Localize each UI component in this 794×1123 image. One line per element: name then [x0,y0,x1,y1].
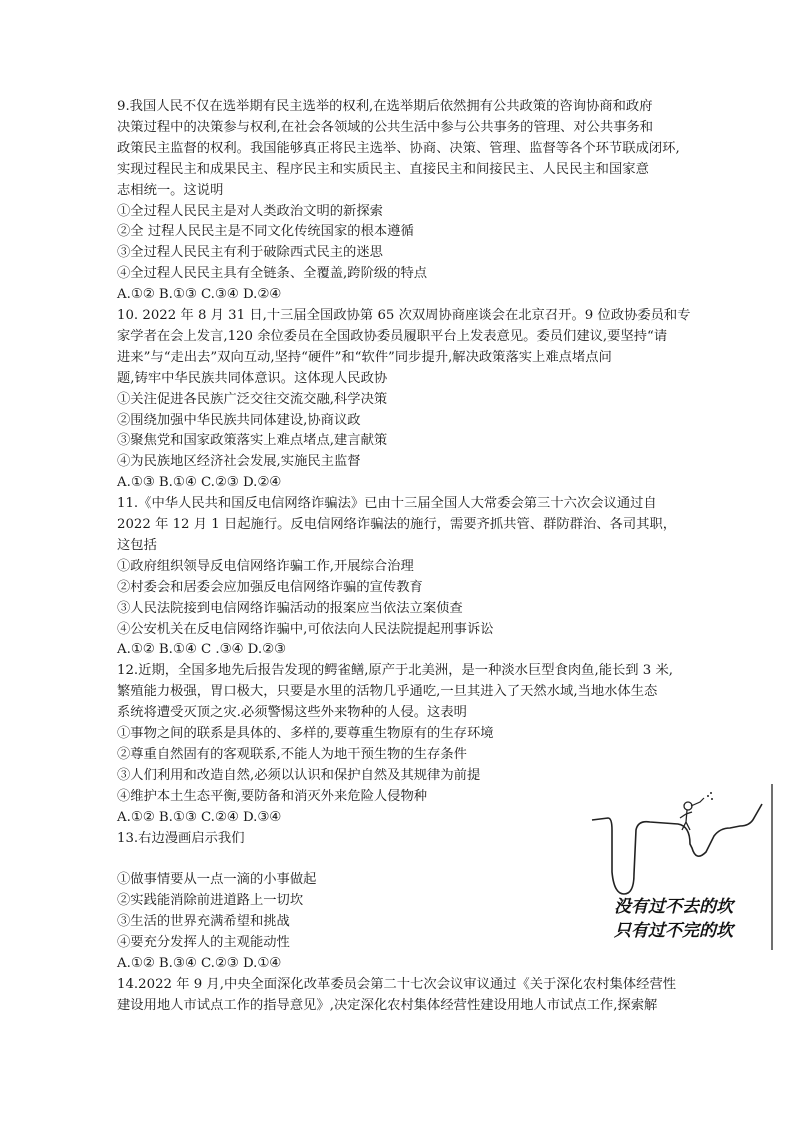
text-line: A.①③ B.①④ C.②③ D.②④ [117,475,282,491]
text-line: 实现过程民主和成果民主、程序民主和实质民主、直接民主和间接民主、人民民主和国家意 [117,161,649,177]
text-line: A.①② B.①③ C.②④ D.③④ [117,809,282,825]
text-line: 家学者在会上发言,120 余位委员在全国政协委员履职平台上发表意见。委员们建议,要坚持“请 [117,328,668,344]
text-line: ③聚焦党和国家政策落实上难点堵点,建言献策 [117,433,388,449]
text-line: A.①② B.③④ C.②③ D.①④ [117,955,282,971]
text-line: ③人民法院接到电信网络诈骗活动的报案应当依法立案侦查 [117,600,463,616]
text-line: 9.我国人民不仅在选举期有民主选举的权利,在选举期后依然拥有公共政策的咨询协商和政府 [117,99,653,114]
text-line: ②村委会和居委会应加强反电信网络诈骗的宣传教育 [117,579,423,595]
text-line: ④公安机关在反电信网络诈骗中,可依法向人民法院提起刑事诉讼 [117,621,494,637]
text-line: ④为民族地区经济社会发展,实施民主监督 [117,454,361,470]
text-line: 12.近期，全国多地先后报告发现的鳄雀鳝,原产于北美洲，是一种淡水巨型食肉鱼,能长到 3 米, [117,663,674,679]
text-line: ①政府组织领导反电信网络诈骗工作,开展综合治理 [117,558,414,574]
text-line: 10. 2022 年 8 月 31 日,十三届全国政协第 65 次双周协商座谈会在北京召开。9 位政协委员和专 [117,308,691,323]
text-line: ②尊重自然固有的客观联系,不能人为地干预生物的生存条件 [117,746,467,762]
text-line: 11.《中华人民共和国反电信网络诈骗法》已由十三届全国人大常委会第三十六次会议通过自 [117,496,657,512]
cartoon-ground-line [592,804,762,894]
text-line: ①事物之间的联系是具体的、多样的,要尊重生物原有的生存环境 [117,726,494,741]
text-line: ③全过程人民民主有利于破除西式民主的迷思 [117,245,383,261]
text-line: 志相统一。这说明 [117,182,224,198]
text-line: A.①② B.①③ C.③④ D.②④ [117,287,282,303]
text-line: 系统将遭受灭顶之灾.必须警惕这些外来物种的人侵。这表明 [117,705,467,721]
text-line: A.①② B.①④ C .③④ D.②③ [117,642,286,658]
text-line: 这包括 [117,537,157,553]
text-line: ③生活的世界充满希望和挑战 [117,914,290,930]
text-line: ②实践能消除前进道路上一切坎 [117,893,304,909]
text-line: 14.2022 年 9 月,中央全面深化改革委员会第二十七次会议审议通过《关于深化农村集体经营性 [117,976,677,992]
text-line: 进来”与“走出去”双向互动,坚持“硬件”和“软件”同步提升,解决政策落实上难点堵点问 [117,349,612,365]
text-line: 政策民主监督的权利。我国能够真正将民主选举、协商、决策、管理、监督等各个环节联成闭环, [117,140,680,156]
text-line: ③人们利用和改造自然,必须以认识和保护自然及其规律为前提 [117,767,481,783]
text-line: ②围绕加强中华民族共同体建设,协商议政 [117,412,361,428]
text-line: 繁殖能力极强，胃口极大，只要是水里的活物几乎通吃,一旦其进入了天然水域,当地水体生态 [117,684,658,700]
text-line: ①全过程人民民主是对人类政治文明的新探索 [117,203,383,219]
text-line: ④全过程人民民主具有全链条、全覆盖,跨阶级的特点 [117,266,428,282]
cartoon-caption-line1: 没有过不去的坎 [614,897,733,917]
text-line: ④要充分发挥人的主观能动性 [117,935,290,950]
cartoon-caption-line2: 只有过不完的坎 [614,921,733,941]
climbing-person-icon [680,792,713,830]
text-line: 建设用地人市试点工作的指导意见》,决定深化农村集体经营性建设用地人市试点工作,探索解 [117,997,658,1013]
text-line: ④维护本土生态平衡,要防备和消灭外来危险人侵物种 [117,788,428,804]
text-line: ②全 过程人民民主是不同文化传统国家的根本遵循 [117,224,414,240]
text-line: ①关注促进各民族广泛交往交流交融,科学决策 [117,391,388,407]
text-line: 13.右边漫画启示我们 [117,830,245,846]
text-line: 题,铸牢中华民族共同体意识。这体现人民政协 [117,370,388,386]
text-line: 决策过程中的决策参与权利,在社会各领域的公共生活中参与公共事务的管理、对公共事务和 [117,119,654,135]
text-line: 2022 年 12 月 1 日起施行。反电信网络诈骗法的施行，需要齐抓共管、群防群治、各司其职， [117,517,677,532]
text-line: ①做事情要从一点一滴的小事做起 [117,872,317,888]
